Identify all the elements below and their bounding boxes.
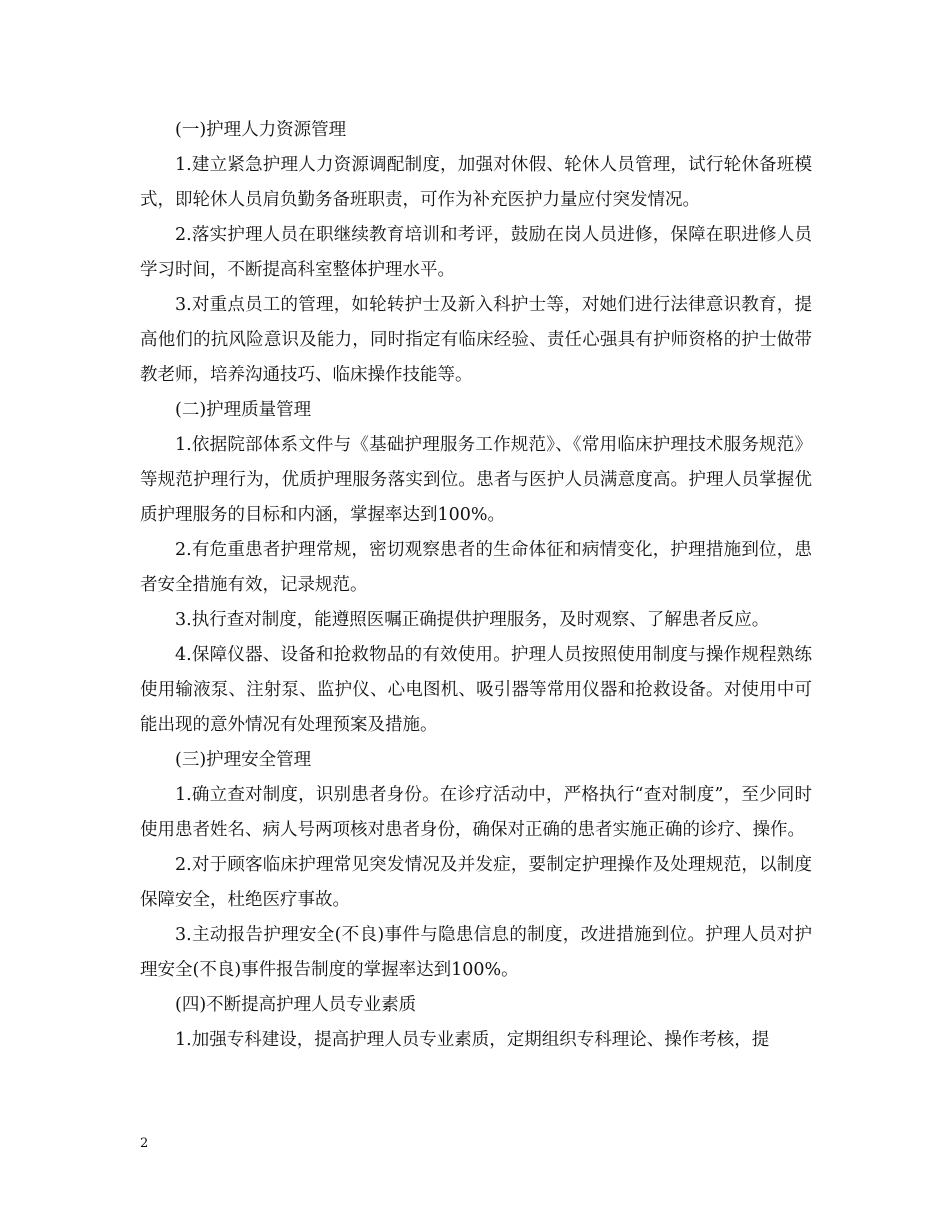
paragraph: 1.依据院部体系文件与《基础护理服务工作规范》、《常用临床护理技术服务规范》等规范护理行为，优质护理服务落实到位。患者与医护人员满意度高。护理人员掌握优质护理服务的目标和内涵，掌握率达到100%。 — [140, 435, 812, 525]
paragraph: 3.主动报告护理安全(不良)事件与隐患信息的制度，改进措施到位。护理人员对护理安全(不良)事件报告制度的掌握率达到100%。 — [140, 925, 812, 980]
paragraph: 1.建立紧急护理人力资源调配制度，加强对休假、轮休人员管理，试行轮休备班模式，即轮休人员肩负勤务备班职责，可作为补充医护力量应付突发情况。 — [140, 155, 812, 210]
section-heading-hr: (一)护理人力资源管理 — [175, 120, 347, 140]
paragraph: 2.有危重患者护理常规，密切观察患者的生命体征和病情变化，护理措施到位，患者安全措施有效，记录规范。 — [140, 540, 812, 595]
document-body — [140, 113, 812, 1058]
section-heading-quality: (二)护理质量管理 — [175, 400, 312, 420]
paragraph: 3.执行查对制度，能遵照医嘱正确提供护理服务，及时观察、了解患者反应。 — [175, 610, 770, 630]
paragraph: 2.落实护理人员在职继续教育培训和考评，鼓励在岗人员进修，保障在职进修人员学习时间，不断提高科室整体护理水平。 — [140, 225, 812, 280]
section-heading-safety: (三)护理安全管理 — [175, 750, 312, 770]
paragraph: 1.确立查对制度，识别患者身份。在诊疗活动中，严格执行“查对制度”，至少同时使用患者姓名、病人号两项核对患者身份，确保对正确的患者实施正确的诊疗、操作。 — [140, 785, 812, 840]
paragraph: 4.保障仪器、设备和抢救物品的有效使用。护理人员按照使用制度与操作规程熟练使用输液泵、注射泵、监护仪、心电图机、吸引器等常用仪器和抢救设备。对使用中可能出现的意外情况有处理预案及措施。 — [140, 645, 812, 735]
paragraph: 3.对重点员工的管理，如轮转护士及新入科护士等，对她们进行法律意识教育，提高他们的抗风险意识及能力，同时指定有临床经验、责任心强具有护师资格的护士做带教老师，培养沟通技巧、临床操作技能等。 — [140, 295, 812, 385]
paragraph: 1.加强专科建设，提高护理人员专业素质，定期组织专科理论、操作考核，提 — [175, 1030, 770, 1050]
page-number: 2 — [140, 1136, 149, 1151]
paragraph: 2.对于顾客临床护理常见突发情况及并发症，要制定护理操作及处理规范，以制度保障安全，杜绝医疗事故。 — [140, 855, 812, 910]
section-heading-professional: (四)不断提高护理人员专业素质 — [175, 995, 417, 1015]
